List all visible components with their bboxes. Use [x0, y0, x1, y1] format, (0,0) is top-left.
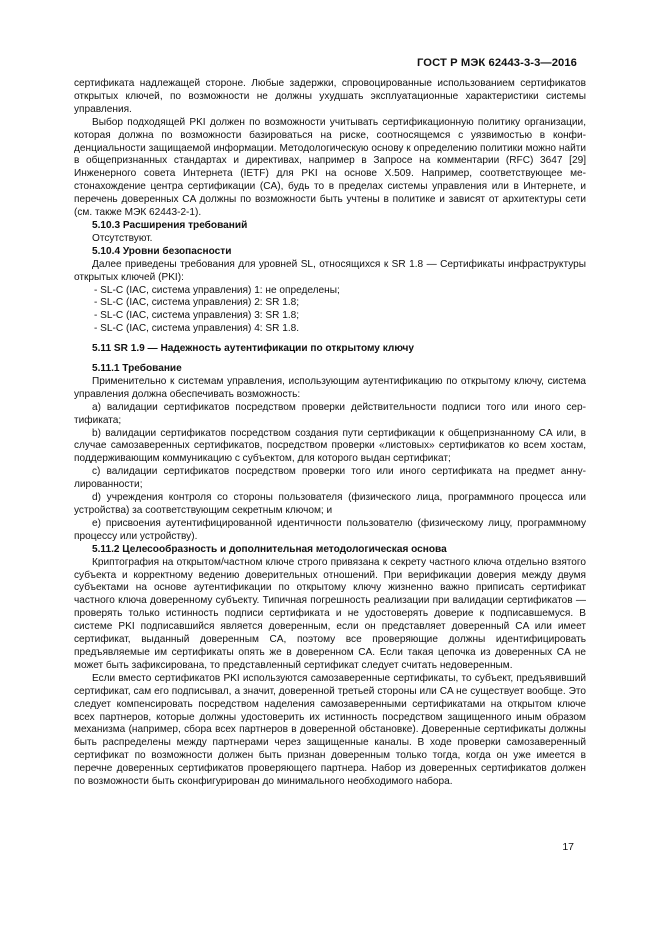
paragraph-pki-choice: Выбор подходящей PKI должен по возможности учитывать сертификационную политику организации, которая должна по возможности базироваться на риске, соотносящемся с уязвимостью в конфиденциальности защищаемой информации. Методологическую основу к определению политики можно найти в общепризнанных стандартах и директивах, например в Запросе на комментарии (RFC) 3647 [29] Инженерного совета Интернета (IETF) для PKI на основе X.509. Например, соответствующее местонахождение центра сертификации (CA), будь то в пределах системы управления или в Интернете, и перечень доверенных CA должны по возможности быть учтены в политике и зависят от архитектуры сети (см. также МЭК 62443-2-1).	[74, 116, 586, 219]
requirement-item-c: c) валидации сертификатов посредством проверки того или иного сертификата на предмет аннулированности;	[74, 466, 586, 491]
requirement-item-a: a) валидации сертификатов посредством проверки действительности подписи того или иного сертификата;	[74, 401, 586, 426]
sl-list	[74, 285, 586, 337]
list-item: - SL-C (IAC, система управления) 3: SR 1.8;	[94, 310, 300, 322]
paragraph-requirement: Применительно к системам управления, использующим аутентификацию по открытому ключу, система управления должна обеспечивать возможность:	[74, 375, 586, 400]
list-item: - SL-C (IAC, система управления) 2: SR 1.8;	[94, 297, 300, 309]
heading-5-10-3: 5.10.3 Расширения требований	[92, 219, 248, 231]
requirement-item-d: d) учреждения контроля со стороны пользователя (физического лица, программного процесса или устройства) за соответствующим секретным ключом; и	[74, 492, 586, 516]
requirement-item-e: e) присвоения аутентифицированной идентичности пользователю (физическому лицу, программному процессу или устройству).	[74, 517, 586, 542]
heading-5-11: 5.11 SR 1.9 — Надежность аутентификации по открытому ключу	[92, 343, 415, 355]
paragraph-security-levels: Далее приведены требования для уровней SL, относящихся к SR 1.8 — Сертификаты инфраструктуры открытых ключей (PKI):	[74, 258, 586, 283]
paragraph-self-signed: Если вместо сертификатов PKI используются самозаверенные сертификаты, то субъект, предъявивший сертификат, сам его подписывал, а значит, доверенной третьей стороны или CA не существует вообще. Это следует компенсировать посредством наделения самозаверенными сертификатами на открытом ключе всех партнеров, которые должны удостоверить их истинность посредством защищенного иным образом механизма (например, сбора всех партнеров в доверенной обстановке). Доверенные сертификаты должны быть распределены между партнерами через защищенные каналы. В ходе проверки самозаверенный сертификат по возможности должен быть признан доверенным только тогда, когда он уже имеется в перечне доверенных сертификатов проверяющего партнера. Набор из доверенных сертификатов должен по возможности быть сконфигурирован до минимального необходимого набора.	[74, 672, 586, 788]
requirement-item-b: b) валидации сертификатов посредством создания пути сертификации к общепризнанному CA или, в случае самозаверенных сертификатов, посредством проверки «листовых» сертификатов ко всем хостам, поддерживающим коммуникацию с субъектом, для которого выдан сертификат;	[74, 427, 586, 465]
document-id-header: ГОСТ Р МЭК 62443-3-3—2016	[416, 57, 577, 69]
heading-5-11-1: 5.11.1 Требование	[92, 363, 182, 375]
list-item: - SL-C (IAC, система управления) 4: SR 1.8.	[94, 323, 300, 335]
document-body	[74, 78, 586, 789]
list-item: - SL-C (IAC, система управления) 1: не определены;	[94, 284, 340, 296]
paragraph-cryptography: Криптография на открытом/частном ключе строго привязана к секрету частного ключа отдельно взятого субъекта и корректному ведению доверительных отношений. При верификации доверия между двумя субъектами на основе аутентификации по открытому ключу жизненно важно приписать сертификат частного ключа доверенному субъекту. Типичная погрешность реализации при валидации сертификатов — проверять только истинность подписи сертификата и не удостоверять доверие к подписавшемуся. В системе PKI подписавшийся является доверенным, если он представляет доверенный CA или имеет сертификат, выданный доверенным CA, поэтому все проверяющие должны идентифицировать предъявляемые им сертификаты опять же в доверенном CA. Если такая цепочка из доверенных CA не может быть зафиксирована, то представленный сертификат следует считать недоверенным.	[74, 556, 586, 671]
paragraph-continuation: сертификата надлежащей стороне. Любые задержки, спровоцированные использованием сертификатов открытых ключей, по возможности не должны ухудшать эксплуатационные характеристики системы управления.	[74, 78, 586, 115]
heading-5-10-4: 5.10.4 Уровни безопасности	[92, 245, 232, 257]
paragraph-absent: Отсутствуют.	[92, 232, 153, 244]
page-number: 17	[562, 841, 574, 853]
heading-5-11-2: 5.11.2 Целесообразность и дополнительная методологическая основа	[92, 543, 447, 555]
